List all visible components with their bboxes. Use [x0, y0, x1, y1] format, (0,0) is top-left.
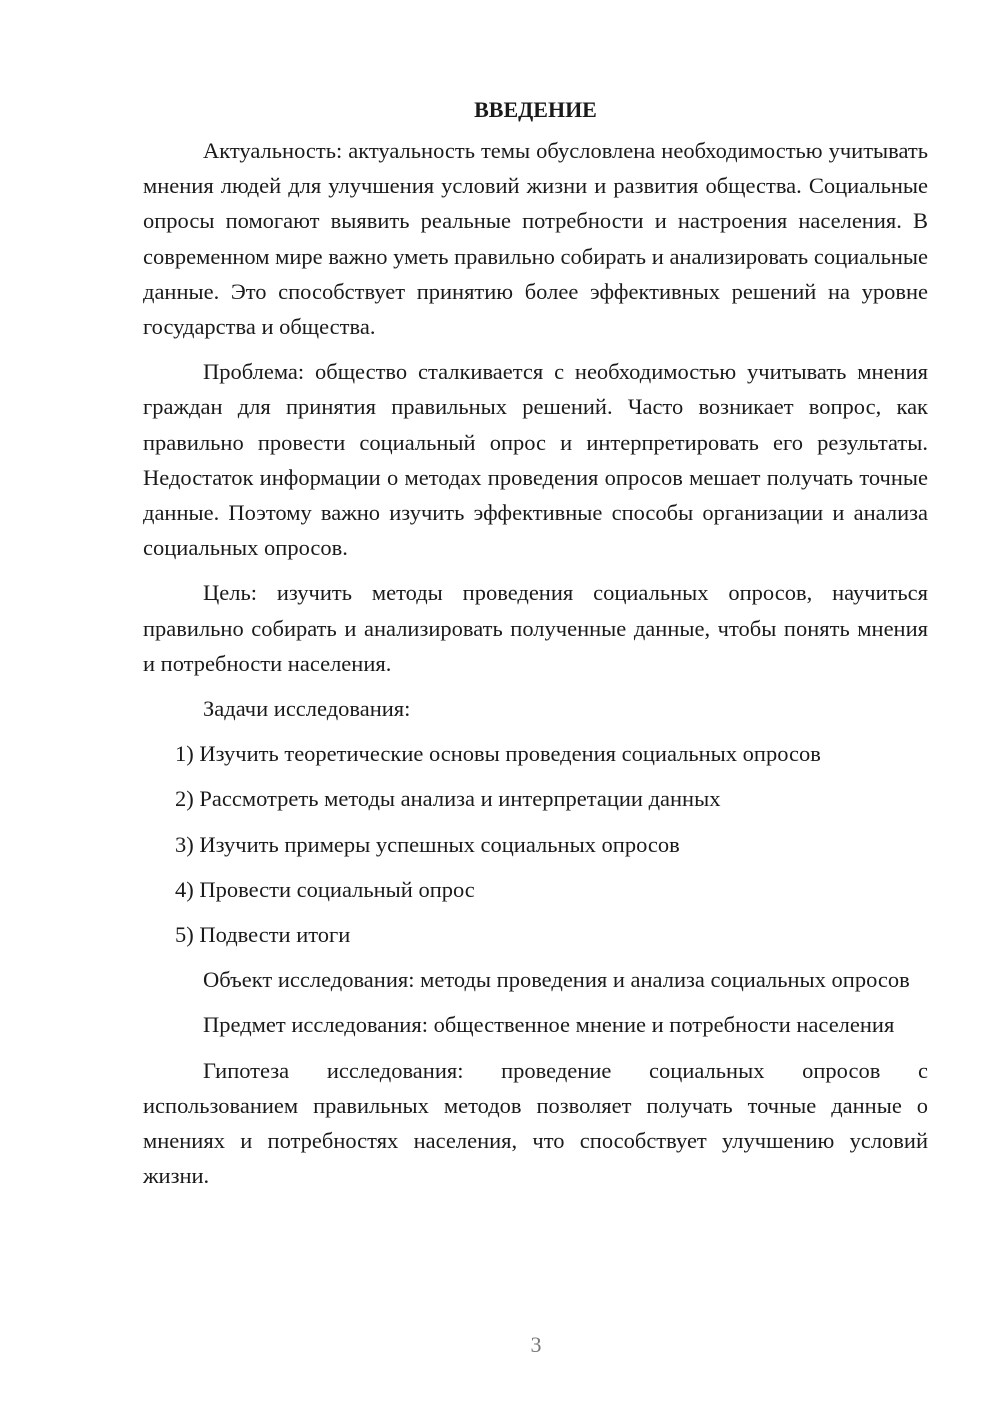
paragraph-hypothesis: Гипотеза исследования: проведение социальных опросов с использованием правильных методов позволяет получать точные данные о мнениях и потребностях населения, что способствует улучшению условий жизни. [143, 1057, 928, 1189]
page-title: ВВЕДЕНИЕ [474, 97, 597, 122]
list-item: 1) Изучить теоретические основы проведения социальных опросов [175, 741, 821, 767]
paragraph-subject: Предмет исследования: общественное мнение и потребности населения [203, 1012, 895, 1038]
list-item: 3) Изучить примеры успешных социальных опросов [175, 831, 680, 857]
list-item: 2) Рассмотреть методы анализа и интерпретации данных [175, 786, 721, 812]
list-item: 5) Подвести итоги [175, 922, 351, 948]
tasks-heading: Задачи исследования: [203, 696, 411, 722]
paragraph-goal: Цель: изучить методы проведения социальных опросов, научиться правильно собирать и анализировать полученные данные, чтобы понять мнения и потребности населения. [143, 580, 928, 676]
paragraph-problem: Проблема: общество сталкивается с необходимостью учитывать мнения граждан для принятия правильных решений. Часто возникает вопрос, как правильно провести социальный опрос и интерпретировать его результаты. Недостаток информации о методах проведения опросов мешает получать точные данные. Поэтому важно изучить эффективные способы организации и анализа социальных опросов. [143, 359, 928, 561]
page-number: 3 [530, 1332, 542, 1357]
paragraph-relevance: Актуальность: актуальность темы обусловлена необходимостью учитывать мнения людей для улучшения условий жизни и развития общества. Социальные опросы помогают выявить реальные потребности и настроения населения. В современном мире важно уметь правильно собирать и анализировать социальные данные. Это способствует принятию более эффективных решений на уровне государства и общества. [143, 138, 928, 340]
list-item: 4) Провести социальный опрос [175, 876, 475, 902]
document-page [143, 92, 928, 1203]
paragraph-object: Объект исследования: методы проведения и анализа социальных опросов [203, 967, 910, 993]
